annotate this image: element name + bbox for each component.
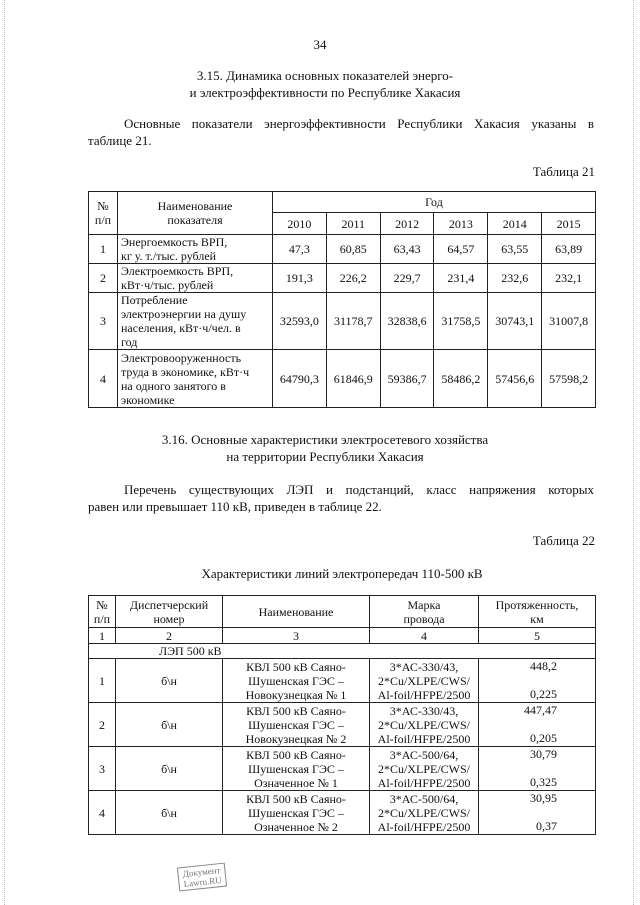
table21-caption: Таблица 21	[532, 164, 595, 179]
t21-row-name-line: Энергоемкость ВРП,	[121, 235, 228, 249]
t22-row-mark-line: 3*АС-330/43,	[389, 659, 459, 674]
t21-row-value: 61846,9	[326, 350, 380, 408]
t21-row-value: 32593,0	[273, 293, 327, 350]
t22-row-mark-line: 2*Cu/XLPE/CWS/	[377, 673, 470, 688]
section-315-title	[60, 67, 590, 101]
t22-header-len	[479, 596, 596, 628]
t22-row-disp: б\н	[116, 659, 223, 703]
t21-header-num-line2: п/п	[94, 213, 112, 227]
t22-row-name-line: КВЛ 500 кВ Саяно-	[246, 659, 346, 674]
t22-row-name-line: Новокузнецкая № 1	[245, 687, 347, 702]
t22-row-mark	[370, 659, 479, 703]
t22-row-name-line: Шушенская ГЭС –	[248, 717, 344, 732]
t22-row-length-bottom: 0,37	[536, 819, 557, 833]
t21-row-name-line: труда в экономике, кВт·ч	[121, 364, 250, 379]
t21-row-value: 191,3	[273, 264, 327, 293]
t21-row-value: 32838,6	[380, 293, 434, 350]
stamp	[177, 863, 227, 892]
t22-group-label: ЛЭП 500 кВ	[89, 644, 596, 659]
stamp-line2: Lawru.RU	[183, 875, 223, 889]
t21-row	[89, 264, 596, 293]
table-22	[88, 595, 596, 835]
t22-row-disp: б\н	[116, 791, 223, 835]
t21-row-name-line: электроэнергии на душу	[121, 307, 247, 321]
t22-header-mark	[370, 596, 479, 628]
t21-year-2012: 2012	[380, 213, 434, 235]
page-left-edge	[4, 0, 5, 905]
t21-row-value: 58486,2	[434, 350, 488, 408]
t22-row-mark-line: Al-foil/HFPE/2500	[377, 687, 471, 702]
page-right-edge	[633, 0, 634, 905]
t22-row-num: 1	[89, 659, 116, 703]
t22-header-disp	[116, 596, 223, 628]
t22-row	[89, 791, 596, 835]
t21-header-name-line1: Наименование	[157, 199, 233, 213]
t22-row-name	[223, 659, 370, 703]
t22-col-number: 5	[479, 628, 596, 644]
table22-caption: Таблица 22	[532, 533, 595, 548]
t22-row-name	[223, 747, 370, 791]
t22-row-name-line: Шушенская ГЭС –	[248, 673, 344, 688]
t22-row-num: 4	[89, 791, 116, 835]
t21-row-name-line: Потребление	[121, 293, 188, 307]
t21-row-name-line: кВт·ч/тыс. рублей	[121, 278, 214, 292]
t21-row-name-line: на одного занятого в	[121, 378, 226, 393]
t22-row	[89, 659, 596, 703]
t21-year-2011: 2011	[326, 213, 380, 235]
t22-row-length	[479, 747, 596, 791]
section-316-title	[60, 431, 590, 465]
t22-row-mark-line: 2*Cu/XLPE/CWS/	[377, 805, 470, 820]
t21-row-value: 31178,7	[326, 293, 380, 350]
t22-row-mark-line: 3*АС-500/64,	[389, 791, 459, 806]
t21-header-num	[89, 192, 118, 235]
t22-col-number: 3	[223, 628, 370, 644]
t21-row-name	[118, 264, 273, 293]
t22-row-length-top: 448,2	[530, 659, 557, 673]
t21-row-num: 1	[89, 235, 118, 264]
t21-row-value: 63,55	[488, 235, 542, 264]
t22-row-mark	[370, 703, 479, 747]
t21-row-value: 232,1	[542, 264, 596, 293]
t21-row-value: 57456,6	[488, 350, 542, 408]
t22-row-length-bottom: 0,225	[530, 687, 557, 701]
t22-row-num: 3	[89, 747, 116, 791]
t21-row-value: 64,57	[434, 235, 488, 264]
t22-row-mark	[370, 747, 479, 791]
t21-row	[89, 350, 596, 408]
section-316-paragraph-line2: равен или превышает 110 кВ, приведен в таблице 22.	[88, 499, 382, 514]
t21-row-name-line: кг у. т./тыс. рублей	[121, 249, 217, 263]
page-number: 34	[313, 37, 327, 52]
t21-row-num: 4	[89, 350, 118, 408]
t21-row-num: 3	[89, 293, 118, 350]
t22-row-mark-line: 2*Cu/XLPE/CWS/	[377, 717, 470, 732]
t21-row-value: 47,3	[273, 235, 327, 264]
t21-row-value: 63,89	[542, 235, 596, 264]
t21-year-2010: 2010	[273, 213, 327, 235]
t22-header-mark-line1: Марка	[407, 597, 441, 612]
t21-header-year: Год	[273, 192, 596, 213]
t22-header-num-line1: №	[96, 597, 108, 612]
t21-row-value: 60,85	[326, 235, 380, 264]
t21-row-name	[118, 235, 273, 264]
stamp-line1: Документ	[182, 865, 221, 879]
t21-row-value: 229,7	[380, 264, 434, 293]
t21-row-name-line: Электровооруженность	[121, 350, 242, 365]
t22-col-number: 1	[89, 628, 116, 644]
t22-header-disp-line1: Диспетчерский	[129, 597, 209, 612]
t21-row-name-line: год	[121, 335, 138, 349]
t21-row-name-line: населения, кВт·ч/чел. в	[121, 321, 241, 335]
t21-row	[89, 293, 596, 350]
t22-row-mark-line: Al-foil/HFPE/2500	[377, 819, 471, 834]
t21-row-value: 231,4	[434, 264, 488, 293]
t22-header-num-line2: п/п	[93, 611, 111, 626]
t22-col-number: 4	[370, 628, 479, 644]
t21-row-value: 59386,7	[380, 350, 434, 408]
t22-row-length-bottom: 0,325	[530, 775, 557, 789]
t21-row-num: 2	[89, 264, 118, 293]
t22-row-disp: б\н	[116, 747, 223, 791]
t22-row-length	[479, 791, 596, 835]
t22-row	[89, 703, 596, 747]
section-315-paragraph-line2: таблице 21.	[88, 133, 152, 148]
t22-row-mark-line: 2*Cu/XLPE/CWS/	[377, 761, 470, 776]
section-316-paragraph	[88, 481, 594, 515]
t22-row-length	[479, 659, 596, 703]
t22-row-mark-line: Al-foil/HFPE/2500	[377, 731, 471, 746]
t22-row-disp: б\н	[116, 703, 223, 747]
table-21	[88, 191, 596, 408]
t22-row-mark-line: 3*АС-330/43,	[389, 703, 459, 718]
t21-row-value: 57598,2	[542, 350, 596, 408]
section-316-title-line1: 3.16. Основные характеристики электросетевого хозяйства	[161, 432, 489, 447]
t22-row-mark-line: 3*АС-500/64,	[389, 747, 459, 762]
t22-header-disp-line2: номер	[153, 611, 185, 626]
section-316-paragraph-line1: Перечень существующих ЛЭП и подстанций, класс напряжения которых	[124, 482, 594, 497]
t21-row	[89, 235, 596, 264]
section-315-title-line2: и электроэффективности по Республике Хакасия	[189, 85, 461, 100]
t22-row-name-line: Шушенская ГЭС –	[248, 761, 344, 776]
section-315-title-line1: 3.15. Динамика основных показателей энерго-	[196, 68, 454, 83]
t21-year-2013: 2013	[434, 213, 488, 235]
t22-row-name	[223, 703, 370, 747]
t21-row-value: 232,6	[488, 264, 542, 293]
t22-row-length	[479, 703, 596, 747]
t22-row-name-line: КВЛ 500 кВ Саяно-	[246, 791, 346, 806]
t22-header-num	[89, 596, 116, 628]
t22-row	[89, 747, 596, 791]
t21-row-value: 31758,5	[434, 293, 488, 350]
t21-row-value: 31007,8	[542, 293, 596, 350]
t22-row-name	[223, 791, 370, 835]
t22-header-mark-line2: провода	[403, 611, 445, 626]
section-316-title-line2: на территории Республики Хакасия	[226, 449, 424, 464]
t22-header-len-line1: Протяженность,	[495, 597, 579, 612]
t21-year-2015: 2015	[542, 213, 596, 235]
t21-row-value: 226,2	[326, 264, 380, 293]
t22-header-name: Наименование	[223, 596, 370, 628]
t21-row-value: 30743,1	[488, 293, 542, 350]
t22-row-mark	[370, 791, 479, 835]
t22-row-length-top: 30,79	[530, 747, 557, 761]
t21-year-2014: 2014	[488, 213, 542, 235]
t21-row-value: 63,43	[380, 235, 434, 264]
t22-row-length-top: 447,47	[524, 703, 557, 717]
t22-row-length-top: 30,95	[530, 791, 557, 805]
t22-header-len-line2: км	[530, 611, 544, 626]
t22-row-num: 2	[89, 703, 116, 747]
t22-col-number: 2	[116, 628, 223, 644]
section-315-paragraph	[88, 115, 594, 149]
t21-header-name-line2: показателя	[167, 213, 223, 227]
t21-header-num-line1: №	[97, 199, 109, 213]
t22-row-length-bottom: 0,205	[530, 731, 557, 745]
t22-row-name-line: КВЛ 500 кВ Саяно-	[246, 703, 346, 718]
table22-title: Характеристики линий электропередач 110-500 кВ	[201, 566, 483, 581]
t21-header-name	[118, 192, 273, 235]
t21-row-name-line: экономике	[121, 392, 175, 407]
t22-row-name-line: Означенное № 1	[254, 775, 338, 790]
t22-row-name-line: Новокузнецкая № 2	[245, 731, 347, 746]
t22-row-name-line: Означенное № 2	[254, 819, 338, 834]
section-315-paragraph-line1: Основные показатели энергоэффективности Республики Хакасия указаны в	[124, 116, 594, 131]
t21-row-value: 64790,3	[273, 350, 327, 408]
t21-row-name	[118, 293, 273, 350]
t21-row-name-line: Электроемкость ВРП,	[121, 264, 234, 278]
t22-row-name-line: Шушенская ГЭС –	[248, 805, 344, 820]
t21-row-name	[118, 350, 273, 408]
t22-row-mark-line: Al-foil/HFPE/2500	[377, 775, 471, 790]
t22-row-name-line: КВЛ 500 кВ Саяно-	[246, 747, 346, 762]
